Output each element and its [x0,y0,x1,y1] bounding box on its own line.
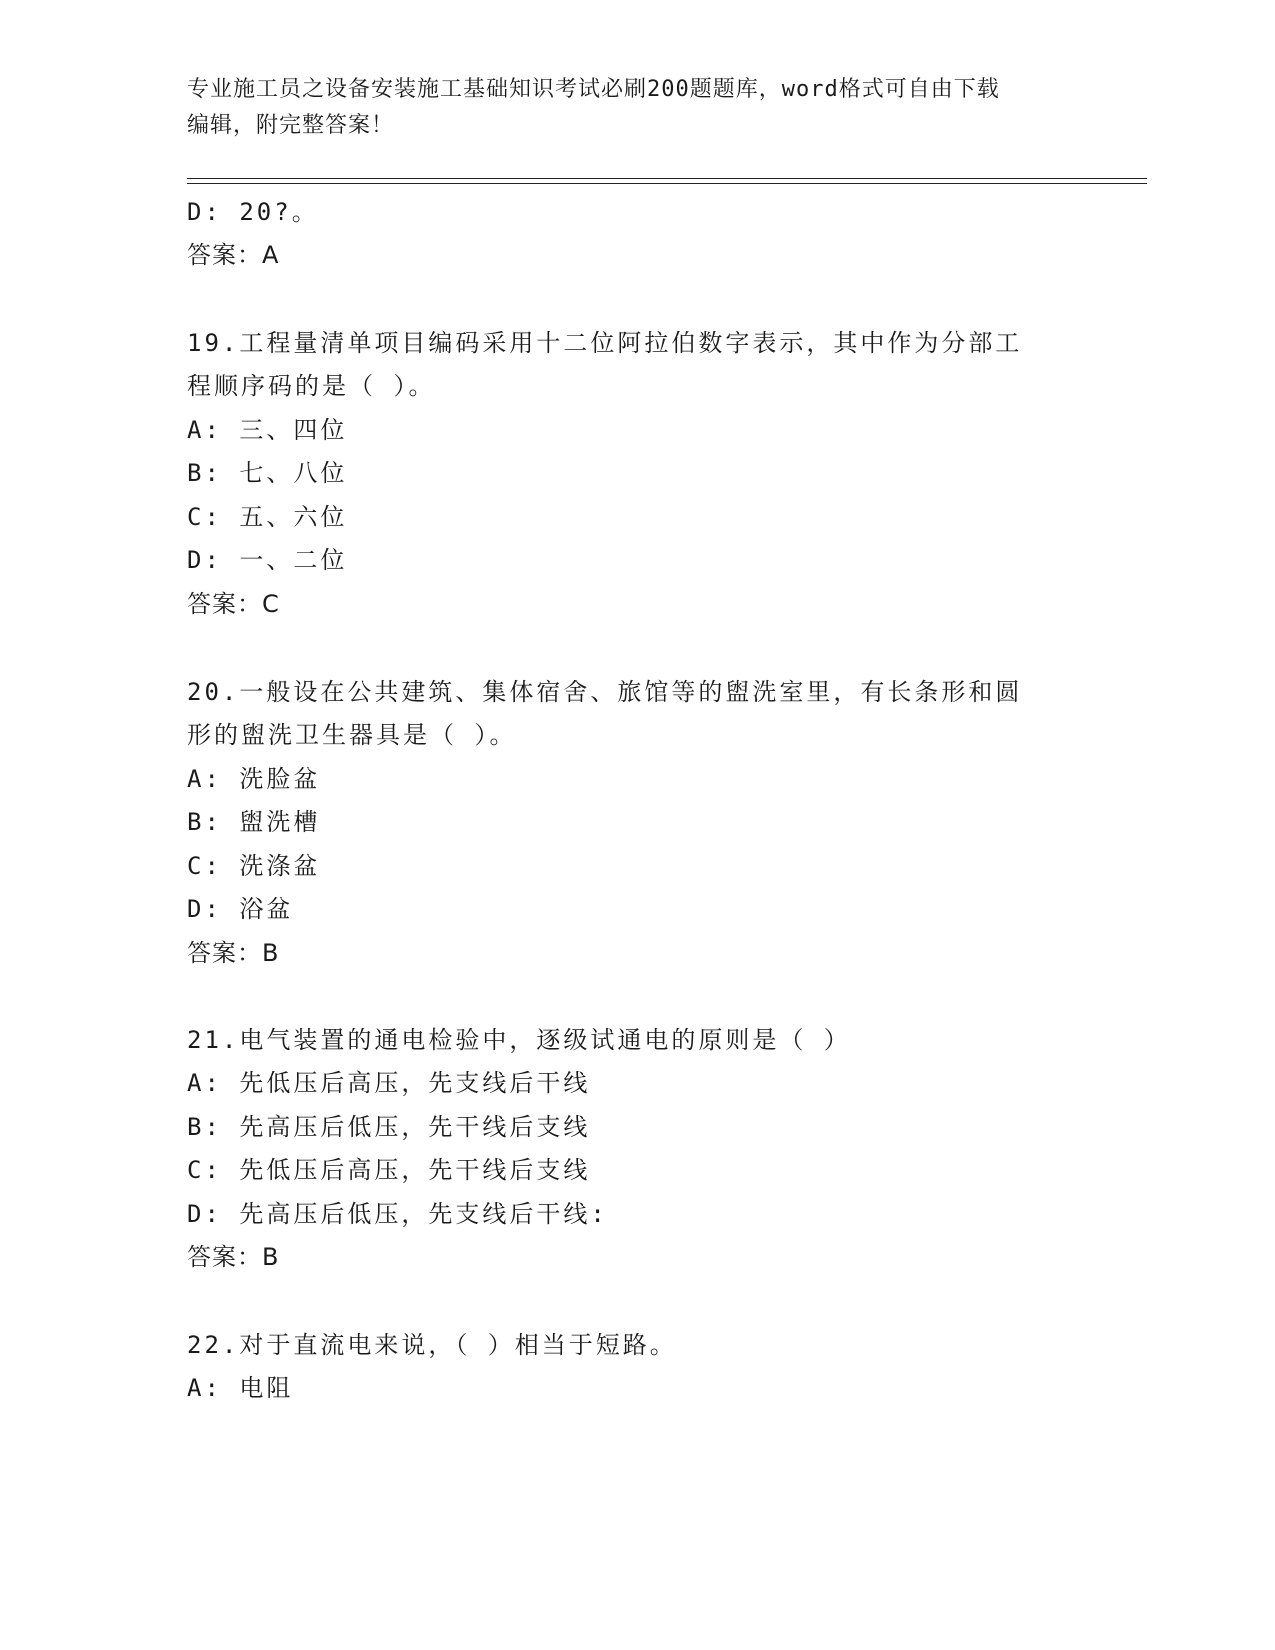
answer: 答案：A [187,241,280,269]
question-20-option-b: B: 盥洗槽 [187,808,321,836]
question-20-option-c: C: 洗涤盆 [187,852,321,880]
header-line-1: 专业施工员之设备安装施工基础知识考试必刷200题题库，word格式可自由下载 [187,77,1000,102]
question-19-option-a: A: 三、四位 [187,416,348,444]
question-21-answer: 答案：B [187,1243,280,1271]
header-divider-top [187,178,1147,179]
question-19-option-c: C: 五、六位 [187,503,348,531]
question-19-text: 19.工程量清单项目编码采用十二位阿拉伯数字表示，其中作为分部工 [187,329,1023,357]
question-21-option-a: A: 先低压后高压，先支线后干线 [187,1069,591,1097]
header-line-2: 编辑，附完整答案！ [187,113,395,138]
question-20-option-a: A: 洗脸盆 [187,765,321,793]
question-20-text: 20.一般设在公共建筑、集体宿舍、旅馆等的盥洗室里，有长条形和圆 [187,678,1023,706]
question-19-text-cont: 程顺序码的是（ ）。 [187,372,436,400]
question-21-text: 21.电气装置的通电检验中，逐级试通电的原则是（ ） [187,1026,851,1054]
document-header [187,72,1087,144]
question-20-text-cont: 形的盥洗卫生器具是（ ）。 [187,721,517,749]
question-20-answer: 答案：B [187,939,280,967]
question-22-text: 22.对于直流电来说，（ ）相当于短路。 [187,1331,677,1359]
option-d: D: 20?。 [187,198,319,226]
question-19-answer: 答案：C [187,590,280,618]
question-21-option-b: B: 先高压后低压，先干线后支线 [187,1113,591,1141]
question-22-option-a: A: 电阻 [187,1374,294,1402]
question-21-option-c: C: 先低压后高压，先干线后支线 [187,1156,591,1184]
question-20-option-d: D: 浴盆 [187,895,294,923]
question-19-option-d: D: 一、二位 [187,546,348,574]
question-21-option-d: D: 先高压后低压，先支线后干线: [187,1200,608,1228]
header-divider-bottom [187,183,1147,184]
question-19-option-b: B: 七、八位 [187,459,348,487]
